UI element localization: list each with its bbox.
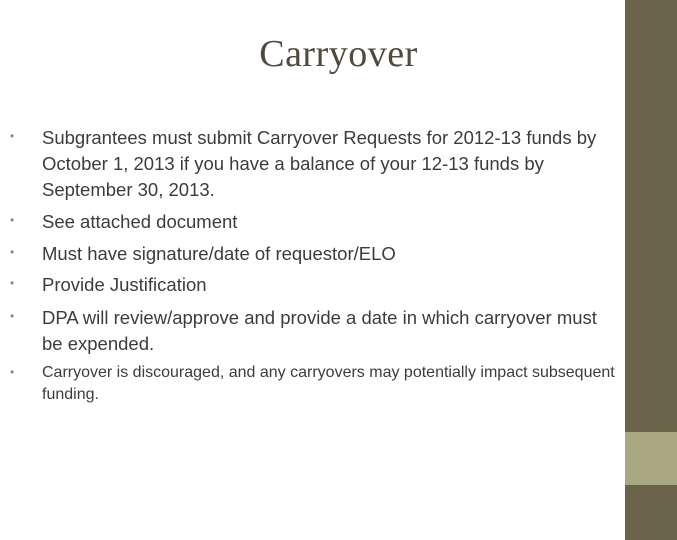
bullet-item xyxy=(10,272,622,298)
bullet-text: Must have signature/date of requestor/ELO xyxy=(42,243,396,264)
bullet-item xyxy=(10,209,622,235)
bullet-item xyxy=(10,305,622,357)
bullet-text: Subgrantees must submit Carryover Requests for 2012-13 funds by October 1, 2013 if you have a balance of your 12-13 funds by September 30, 2013. xyxy=(42,127,597,200)
bullet-item xyxy=(10,125,622,203)
bullet-item xyxy=(10,362,622,406)
bullet-dot-icon: • xyxy=(10,213,15,227)
bullet-text: DPA will review/approve and provide a date in which carryover must be expended. xyxy=(42,307,597,354)
bullet-text: Carryover is discouraged, and any carryovers may potentially impact subsequent funding. xyxy=(42,364,615,403)
bullet-dot-icon: • xyxy=(10,129,15,143)
bullet-text: See attached document xyxy=(42,211,238,232)
bullet-dot-icon: • xyxy=(10,276,15,290)
bullet-item xyxy=(10,241,622,267)
slide-title: Carryover xyxy=(259,33,418,75)
bullet-dot-icon: • xyxy=(10,365,15,379)
bullet-dot-icon: • xyxy=(10,309,15,323)
bullet-dot-icon: • xyxy=(10,245,15,259)
bullet-text: Provide Justification xyxy=(42,274,207,295)
